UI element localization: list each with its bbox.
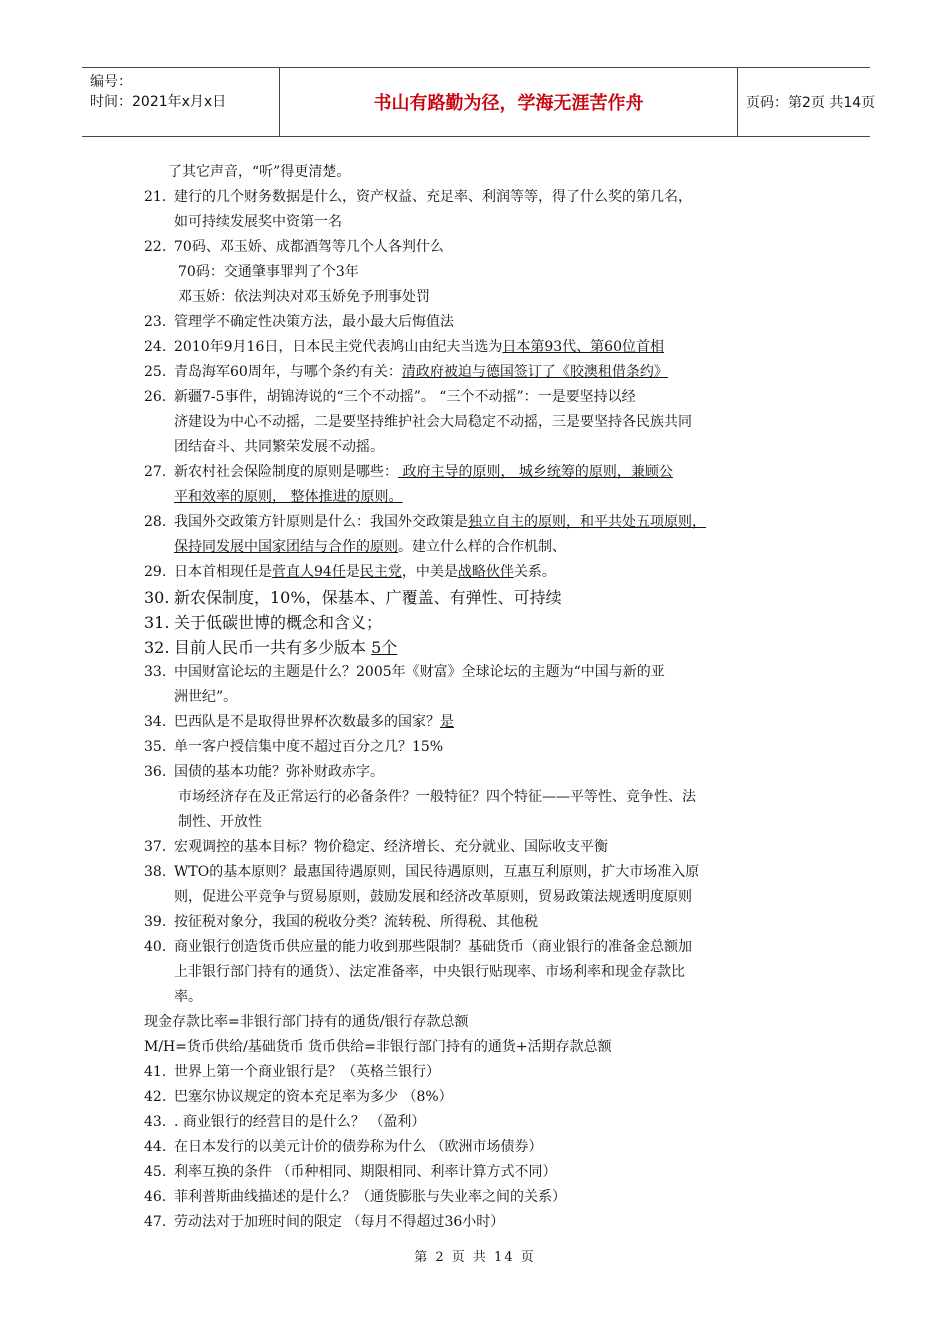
text-line xyxy=(144,1185,818,1210)
underlined-text: 菅直人94任 xyxy=(272,564,346,580)
text-line xyxy=(144,1135,818,1160)
text-line xyxy=(144,860,818,885)
text-line xyxy=(144,735,818,760)
code-label: 编号： xyxy=(90,74,132,90)
text-segment: 新农村社会保险制度的原则是哪些： xyxy=(174,464,398,480)
text-line xyxy=(144,760,818,785)
text-segment: 洲世纪”。 xyxy=(174,689,238,705)
line-text xyxy=(174,1085,453,1110)
line-text xyxy=(174,535,566,560)
item-number: 27. xyxy=(144,464,167,480)
header-page-cell xyxy=(738,68,876,136)
text-line xyxy=(148,960,818,985)
line-text xyxy=(174,435,384,460)
text-segment: 是 xyxy=(345,564,360,580)
text-line xyxy=(148,885,818,910)
text-segment: 宏观调控的基本目标？物价稳定、经济增长、充分就业、国际收支平衡 xyxy=(174,839,608,855)
text-line xyxy=(144,1010,818,1035)
text-segment: 关系。 xyxy=(513,564,556,580)
text-line xyxy=(144,710,818,735)
text-line xyxy=(144,235,818,260)
item-number: 29. xyxy=(144,564,167,580)
line-text xyxy=(174,660,665,685)
line-text xyxy=(174,885,692,910)
underlined-text: 日本第93代、第60位首相 xyxy=(502,339,664,355)
line-text xyxy=(174,860,699,885)
item-number: 39. xyxy=(144,914,167,930)
text-segment: 制性、开放性 xyxy=(178,814,262,830)
underlined-text: 是 xyxy=(440,714,454,730)
text-segment: 青岛海军60周年，与哪个条约有关： xyxy=(174,364,402,380)
text-line xyxy=(144,310,818,335)
line-text xyxy=(174,510,706,535)
text-segment: 中国财富论坛的主题是什么？2005年《财富》全球论坛的主题为“中国与新的亚 xyxy=(174,664,665,680)
text-segment: 。建立什么样的合作机制、 xyxy=(398,539,566,555)
underlined-text: 政府主导的原则， 城乡统筹的原则，兼顾公 xyxy=(398,464,673,480)
text-line xyxy=(144,1060,818,1085)
line-text xyxy=(174,635,397,660)
underlined-text: 清政府被迫与德国签订了《胶澳租借条约》 xyxy=(401,364,668,380)
item-number: 35. xyxy=(144,739,167,755)
text-line xyxy=(148,285,818,310)
text-line xyxy=(148,810,818,835)
text-line xyxy=(144,560,818,585)
header-left-cell xyxy=(82,68,280,136)
line-text xyxy=(174,360,668,385)
line-text xyxy=(174,1185,566,1210)
text-line xyxy=(144,610,818,635)
text-segment: 了其它声音，“听”得更清楚。 xyxy=(168,164,351,180)
text-segment: 劳动法对于加班时间的限定 （每月不得超过36小时） xyxy=(174,1214,505,1230)
text-segment: 70码：交通肇事罪判了个3年 xyxy=(178,264,359,280)
text-segment: 上非银行部门持有的通货）、法定准备率，中央银行贴现率、市场利率和现金存款比 xyxy=(174,964,685,980)
line-text xyxy=(174,735,443,760)
line-text xyxy=(174,410,692,435)
line-text xyxy=(178,810,262,835)
text-segment: 日本首相现任是 xyxy=(174,564,272,580)
line-text xyxy=(174,560,556,585)
item-number: 33. xyxy=(144,664,167,680)
text-line xyxy=(144,385,818,410)
text-segment: 70码、邓玉娇、成都酒驾等几个人各判什么 xyxy=(174,239,444,255)
text-line xyxy=(148,435,818,460)
text-line xyxy=(148,785,818,810)
text-segment: 国债的基本功能？弥补财政赤字。 xyxy=(174,764,384,780)
line-text xyxy=(174,460,673,485)
text-line xyxy=(148,160,818,185)
line-text xyxy=(174,210,342,235)
text-line xyxy=(144,585,818,610)
text-line xyxy=(144,1110,818,1135)
line-text xyxy=(174,385,636,410)
text-line xyxy=(144,335,818,360)
item-number: 45. xyxy=(144,1164,167,1180)
item-number: 40. xyxy=(144,939,167,955)
line-text xyxy=(178,785,696,810)
text-segment: 目前人民币一共有多少版本 xyxy=(174,638,372,657)
item-number: 23. xyxy=(144,314,167,330)
text-segment: 新疆7-5事件，胡锦涛说的“三个不动摇”。 “三个不动摇”：一是要坚持以经 xyxy=(174,389,636,405)
item-number: 28. xyxy=(144,514,167,530)
item-number: 24. xyxy=(144,339,167,355)
text-segment: ，中美是 xyxy=(401,564,458,580)
item-number: 36. xyxy=(144,764,167,780)
text-segment: 2010年9月16日，日本民主党代表鸠山由纪夫当选为 xyxy=(174,339,503,355)
line-text xyxy=(174,935,692,960)
text-line xyxy=(148,210,818,235)
line-text xyxy=(174,760,384,785)
document-body xyxy=(144,160,818,1235)
item-number: 41. xyxy=(144,1064,167,1080)
item-number: 46. xyxy=(144,1189,167,1205)
line-text xyxy=(174,710,454,735)
line-text xyxy=(174,685,237,710)
line-text xyxy=(174,1060,440,1085)
text-segment: 商业银行创造货币供应量的能力收到那些限制？基础货币（商业银行的准备金总额加 xyxy=(174,939,692,955)
item-number: 26. xyxy=(144,389,167,405)
item-number: 42. xyxy=(144,1089,167,1105)
text-segment: 则，促进公平竞争与贸易原则，鼓励发展和经济改革原则，贸易政策法规透明度原则 xyxy=(174,889,692,905)
item-number: 30. xyxy=(144,588,170,607)
item-number: 43. xyxy=(144,1114,167,1130)
text-line xyxy=(144,510,818,535)
text-segment: 利率互换的条件 （币种相同、期限相同、利率计算方式不同） xyxy=(174,1164,557,1180)
line-text xyxy=(174,610,382,635)
line-text xyxy=(174,335,664,360)
line-text xyxy=(178,260,359,285)
text-line xyxy=(144,835,818,860)
text-line xyxy=(144,185,818,210)
line-text xyxy=(174,835,608,860)
page-header xyxy=(82,67,876,137)
item-number: 21. xyxy=(144,189,167,205)
text-segment: 团结奋斗、共同繁荣发展不动摇。 xyxy=(174,439,384,455)
text-line xyxy=(148,260,818,285)
text-segment: 关于低碳世博的概念和含义； xyxy=(174,613,383,632)
text-segment: 巴西队是不是取得世界杯次数最多的国家？ xyxy=(174,714,440,730)
line-text xyxy=(174,185,692,210)
item-number: 38. xyxy=(144,864,167,880)
text-segment: 建行的几个财务数据是什么，资产权益、充足率、利润等等，得了什么奖的第几名， xyxy=(174,189,692,205)
text-line xyxy=(144,1210,818,1235)
line-text xyxy=(174,1135,542,1160)
text-segment: 市场经济存在及正常运行的必备条件？一般特征？四个特征——平等性、竞争性、法 xyxy=(178,789,696,805)
text-segment: 按征税对象分，我国的税收分类？流转税、所得税、其他税 xyxy=(174,914,538,930)
underlined-text: 平和效率的原则， 整体推进的原则。 xyxy=(174,489,403,505)
underlined-text: 5个 xyxy=(371,638,398,657)
text-segment: M/H=货币供给/基础货币 货币供给=非银行部门持有的通货+活期存款总额 xyxy=(144,1039,612,1055)
text-segment: 世界上第一个商业银行是？（英格兰银行） xyxy=(174,1064,440,1080)
text-line xyxy=(148,985,818,1010)
line-text xyxy=(144,1010,468,1035)
text-line xyxy=(148,685,818,710)
line-text xyxy=(174,910,538,935)
item-number: 44. xyxy=(144,1139,167,1155)
line-text xyxy=(174,960,685,985)
underlined-text: 保持同发展中国家团结与合作的原则 xyxy=(174,539,398,555)
text-segment: 巴塞尔协议规定的资本充足率为多少 （8%） xyxy=(174,1089,453,1105)
page-footer: 第 2 页 共 14 页 xyxy=(414,1250,536,1265)
line-text xyxy=(174,585,562,610)
line-text xyxy=(174,985,202,1010)
text-segment: 在日本发行的以美元计价的债券称为什么 （欧洲市场债券） xyxy=(174,1139,543,1155)
motto: 书山有路勤为径，学海无涯苦作舟 xyxy=(373,93,644,114)
line-text xyxy=(174,1110,425,1135)
line-text xyxy=(178,285,430,310)
text-segment: 菲利普斯曲线描述的是什么？（通货膨胀与失业率之间的关系） xyxy=(174,1189,566,1205)
item-number: 47. xyxy=(144,1214,167,1230)
item-number: 25. xyxy=(144,364,167,380)
text-line xyxy=(144,1035,818,1060)
text-line xyxy=(148,535,818,560)
text-segment: 我国外交政策方针原则是什么：我国外交政策是 xyxy=(174,514,468,530)
text-line xyxy=(144,1160,818,1185)
text-segment: 济建设为中心不动摇，二是要坚持维护社会大局稳定不动摇，三是要坚持各民族共同 xyxy=(174,414,692,430)
line-text xyxy=(174,310,454,335)
time-label: 时间：2021年x月x日 xyxy=(90,94,227,110)
item-number: 34. xyxy=(144,714,167,730)
line-text xyxy=(174,485,402,510)
text-line xyxy=(144,1085,818,1110)
line-text xyxy=(168,160,350,185)
text-segment: 率。 xyxy=(174,989,202,1005)
text-segment: 新农保制度，10%，保基本、广覆盖、有弹性、可持续 xyxy=(174,588,562,607)
underlined-text: 民主党 xyxy=(359,564,402,580)
line-text xyxy=(174,1160,556,1185)
item-number: 31. xyxy=(144,613,170,632)
text-line xyxy=(144,360,818,385)
text-line xyxy=(144,910,818,935)
text-line xyxy=(148,410,818,435)
item-number: 22. xyxy=(144,239,167,255)
line-text xyxy=(144,1035,612,1060)
text-line xyxy=(144,635,818,660)
text-segment: 现金存款比率=非银行部门持有的通货/银行存款总额 xyxy=(144,1014,469,1030)
text-segment: 邓玉娇：依法判决对邓玉娇免予刑事处罚 xyxy=(178,289,430,305)
line-text xyxy=(174,1210,504,1235)
text-line xyxy=(144,935,818,960)
text-line xyxy=(148,485,818,510)
text-line xyxy=(144,660,818,685)
item-number: 37. xyxy=(144,839,167,855)
text-segment: . 商业银行的经营目的是什么？ （盈利） xyxy=(174,1114,426,1130)
header-motto-cell xyxy=(280,68,738,136)
text-segment: 单一客户授信集中度不超过百分之几？15% xyxy=(174,739,444,755)
item-number: 32. xyxy=(144,638,170,657)
text-segment: 管理学不确定性决策方法，最小最大后悔值法 xyxy=(174,314,454,330)
underlined-text: 战略伙伴 xyxy=(457,564,514,580)
line-text xyxy=(174,235,444,260)
text-segment: WTO的基本原则？最惠国待遇原则，国民待遇原则，互惠互利原则，扩大市场准入原 xyxy=(174,864,700,880)
page-label: 页码：第2页 共14页 xyxy=(746,95,876,111)
text-segment: 如可持续发展奖中资第一名 xyxy=(174,214,342,230)
text-line xyxy=(144,460,818,485)
underlined-text: 独立自主的原则，和平共处五项原则， xyxy=(468,514,706,530)
